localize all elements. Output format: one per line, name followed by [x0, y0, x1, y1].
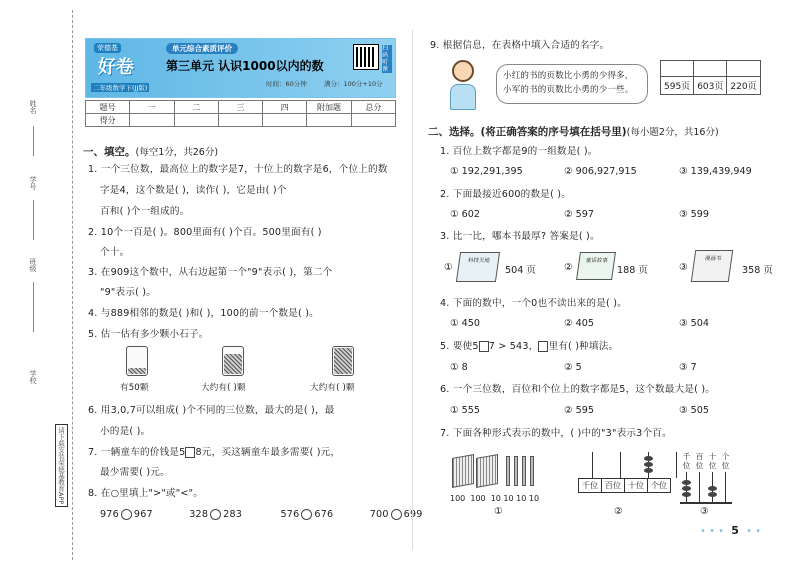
book1-cover-title: 科技天地 [467, 258, 491, 264]
q6-line2: 小的是( )。 [100, 426, 151, 437]
hundred-block-icon [476, 454, 498, 488]
compare-right: 699 [403, 509, 423, 520]
binding-strip [0, 0, 86, 569]
q9-name-input[interactable] [661, 61, 694, 77]
app-badge: 请下载安装荣德基教育APP [55, 424, 68, 507]
compare-circle[interactable] [121, 509, 132, 520]
abacus-sublabel: 位 [708, 461, 717, 470]
s2-q1: 1. 百位上数字都是9的一组数是( )。 [440, 146, 598, 157]
abacus-top-labels [680, 452, 732, 461]
score-input[interactable] [130, 114, 174, 127]
compare-right: 676 [314, 509, 334, 520]
section2-heading: 二、选择。(将正确答案的序号填在括号里) [428, 126, 627, 138]
s2-q5-box[interactable] [479, 341, 489, 352]
book-icon [576, 252, 616, 280]
section2-title [428, 124, 719, 139]
score-cell: 题号 [86, 101, 130, 114]
q5-line: 5. 估一估有多少颗小石子。 [88, 329, 209, 340]
bead-icon [682, 480, 691, 485]
abacus-icon [680, 452, 740, 508]
place-label: 十位 [625, 479, 648, 492]
column-divider [412, 30, 413, 550]
score-input[interactable] [263, 114, 307, 127]
q9-pages-cell: 595页 [661, 77, 694, 95]
s2-q2-opt2[interactable]: ② 597 [564, 209, 594, 220]
bubble-line1: 小红的书的页数比小勇的少得多， [503, 71, 634, 81]
section1-title [83, 144, 218, 159]
banner-label: 单元综合素质评价 [166, 43, 238, 54]
compare-right: 967 [133, 509, 153, 520]
section1-heading: 一、填空。 [83, 146, 136, 158]
compare-circle[interactable] [391, 509, 402, 520]
book-icon [456, 252, 500, 282]
q9-pages-cell: 220页 [727, 77, 760, 95]
score-table-score-row [86, 114, 396, 127]
place-label: 个位 [651, 481, 667, 490]
s2-q4-opt3[interactable]: ③ 504 [679, 318, 709, 329]
s2-q6-opt1[interactable]: ① 555 [450, 405, 480, 416]
s2-q5-box-ref [538, 341, 548, 352]
s2-q5-text-a: 5. 要使5 [440, 341, 479, 352]
cut-line [72, 10, 73, 560]
jar-estimate-1 [222, 346, 244, 376]
compare-left: 576 [280, 509, 300, 520]
score-cell: 附加题 [307, 101, 351, 114]
book2-cover-title: 童话故事 [585, 258, 609, 264]
s2-q6: 6. 一个三位数，百位和个位上的数字都是5，这个数最大是( )。 [440, 384, 716, 395]
s2-q4-opt2[interactable]: ② 405 [564, 318, 594, 329]
bead-icon [708, 486, 717, 491]
compare-item [189, 508, 277, 521]
abacus-label: 百 [695, 452, 704, 461]
base-ten-blocks-icon [452, 452, 552, 492]
section1-note: (每空1分，共26分) [135, 147, 219, 158]
s2-q5 [440, 340, 618, 353]
s2-q2-opt1[interactable]: ① 602 [450, 209, 480, 220]
book-icon [691, 250, 733, 282]
book2-num[interactable]: ② [564, 262, 573, 273]
score-cell: 三 [218, 101, 262, 114]
class-label: 班级 [29, 258, 37, 272]
s2-q5-opt3[interactable]: ③ 7 [679, 362, 697, 373]
abacus-sublabel: 位 [695, 461, 704, 470]
abacus-base [680, 502, 732, 504]
q3-line1: 3. 在909这个数中，从右边起第一个"9"表示( )，第二个 [88, 267, 333, 278]
name-label: 姓名 [29, 100, 37, 114]
score-input[interactable] [218, 114, 262, 127]
s2-q2-opt3[interactable]: ③ 599 [679, 209, 709, 220]
compare-item [100, 508, 186, 521]
abacus-rod [699, 472, 700, 502]
q7-text-b: 8元，买这辆童车最多需要( )元， [195, 447, 341, 458]
q7-fig1-num[interactable]: ① [494, 506, 503, 517]
s2-q1-opt2[interactable]: ② 906,927,915 [564, 166, 637, 177]
score-cell: 二 [174, 101, 218, 114]
header [85, 38, 396, 98]
girl-illustration-icon [446, 58, 480, 112]
place-labels [578, 478, 671, 493]
s2-q4: 4. 下面的数中，一个0也不读出来的是( )。 [440, 298, 627, 309]
score-total-label: 满分：100分+10分 [324, 80, 383, 88]
compare-item [370, 508, 440, 521]
time-label: 时间：60分钟 [266, 80, 307, 88]
bead-icon [644, 468, 653, 473]
q8-line: 8. 在○里填上">"或"<"。 [88, 488, 204, 499]
s2-q2: 2. 下面最接近600的数是( )。 [440, 189, 571, 200]
bead-icon [644, 462, 653, 467]
q3-line2: "9"表示( )。 [100, 287, 157, 298]
compare-left: 700 [369, 509, 389, 520]
bead-icon [682, 492, 691, 497]
dots-decoration-icon: • • • [700, 526, 725, 537]
grade-label: 二年级数学下(JJ版) [93, 84, 148, 92]
bubble-line2: 小军的书的页数比小勇的少一些。 [503, 85, 634, 95]
ten-rod-icon [506, 456, 510, 486]
score-cell: 一 [130, 101, 174, 114]
qr-code-icon [354, 45, 378, 69]
q9-text: 9. 根据信息，在表格中填入合适的名字。 [430, 40, 610, 51]
compare-right: 283 [223, 509, 243, 520]
s2-q1-opt1[interactable]: ① 192,291,395 [450, 166, 523, 177]
s2-q5-opt1[interactable]: ① 8 [450, 362, 468, 373]
q7-line2: 最少需要( )元。 [100, 467, 170, 478]
jar2-label: 大约有( )颗 [201, 383, 246, 393]
s2-q4-opt1[interactable]: ① 450 [450, 318, 480, 329]
place-value-chart [578, 464, 690, 490]
s2-q3: 3. 比一比，哪本书最厚? 答案是( )。 [440, 231, 600, 242]
q1-line1: 1. 一个三位数，最高位上的数字是7，十位上的数字是6，个位上的数 [88, 164, 388, 175]
q9-name-row [661, 61, 761, 77]
stones-icon [334, 348, 352, 374]
dots-decoration-icon: • • [746, 526, 762, 537]
stones-icon [128, 368, 146, 374]
score-input[interactable] [351, 114, 395, 127]
book3-num[interactable]: ③ [679, 262, 688, 273]
section2-note: (每小题2分，共16分) [626, 127, 719, 138]
abacus-label: 个 [721, 452, 730, 461]
abacus-sublabel: 位 [682, 461, 691, 470]
id-label: 学号 [29, 176, 37, 190]
compare-left: 328 [189, 509, 209, 520]
q7-text-a: 7. 一辆童车的价钱是5 [88, 447, 186, 458]
place-label: 百位 [602, 479, 625, 492]
ten-rod-icon [514, 456, 518, 486]
abacus-label: 千 [682, 452, 691, 461]
compare-circle[interactable] [301, 509, 312, 520]
q9-pages-cell: 603页 [694, 77, 727, 95]
q9-table [660, 60, 761, 95]
hundred-block-icon [452, 454, 474, 488]
q2-line1: 2. 10个一百是( )。800里面有( )个百。500里面有( ) [88, 227, 322, 238]
qr-label: 扫码听课 [382, 45, 392, 73]
score-cell: 总分 [351, 101, 395, 114]
book1-pages: 504 页 [505, 265, 536, 276]
compare-item [281, 508, 367, 521]
q7-fig3-num[interactable]: ③ [700, 506, 709, 517]
q9-pages-row [661, 77, 761, 95]
bead-icon [708, 492, 717, 497]
class-line [33, 282, 34, 332]
s2-q6-opt3[interactable]: ③ 505 [679, 405, 709, 416]
q9-name-input[interactable] [694, 61, 727, 77]
q2-line2: 个十。 [100, 247, 130, 258]
score-input[interactable] [174, 114, 218, 127]
q7-digit-box[interactable] [185, 447, 195, 458]
bead-icon [682, 486, 691, 491]
compare-circle[interactable] [210, 509, 221, 520]
score-cell: 得分 [86, 114, 130, 127]
s2-q5-text-c: 里有( )种填法。 [548, 341, 619, 352]
jar3-label: 大约有( )颗 [310, 383, 355, 393]
jar1-label: 有50颗 [120, 383, 149, 393]
girl-body-icon [450, 84, 476, 110]
score-cell: 四 [263, 101, 307, 114]
abacus-label: 十 [708, 452, 717, 461]
jar-50 [126, 346, 148, 376]
s2-q1-opt3[interactable]: ③ 139,439,949 [679, 166, 752, 177]
abacus-rod [725, 472, 726, 502]
blocks-label: 100 100 10 10 10 10 [450, 494, 540, 503]
compare-left: 976 [100, 509, 119, 520]
abacus-sub-labels [680, 461, 732, 470]
book3-cover-title: 漫画书 [704, 256, 722, 262]
book2-pages: 188 页 [617, 265, 648, 276]
stones-icon [224, 354, 242, 374]
book3-pages: 358 页 [742, 265, 773, 276]
book1-num[interactable]: ① [444, 262, 453, 273]
q9-name-input[interactable] [727, 61, 760, 77]
girl-head-icon [452, 60, 474, 82]
q7-fig2-num[interactable]: ② [614, 506, 623, 517]
name-line [33, 126, 34, 156]
chart-rod [592, 452, 593, 478]
score-table-header-row [86, 101, 396, 114]
score-table [85, 100, 396, 127]
ten-rod-icon [530, 456, 534, 486]
unit-title: 第三单元 认识1000以内的数 [166, 59, 324, 73]
compare-row [100, 508, 440, 521]
logo: 好卷 [98, 57, 134, 78]
ten-rod-icon [522, 456, 526, 486]
page-footer [700, 524, 761, 537]
s2-q5-text-b: 7 > 543， [488, 341, 539, 352]
page-number: 5 [731, 524, 739, 537]
score-input[interactable] [307, 114, 351, 127]
school-label: 学校 [29, 370, 37, 384]
q1-line3: 百和( )个一组成的。 [100, 206, 190, 217]
q6-line1: 6. 用3,0,7可以组成( )个不同的三位数，最大的是( )，最 [88, 405, 335, 416]
abacus-sublabel: 位 [721, 461, 730, 470]
brand-label: 荣德基 [94, 43, 121, 53]
q7-line1 [88, 446, 340, 459]
s2-q7: 7. 下面各种形式表示的数中，( )中的"3"表示3个百。 [440, 428, 672, 439]
s2-q6-opt2[interactable]: ② 595 [564, 405, 594, 416]
place-label: 千位 [579, 479, 602, 492]
jar-estimate-2 [332, 346, 354, 376]
chart-rod [676, 452, 677, 478]
chart-rod [620, 452, 621, 478]
bead-icon [644, 456, 653, 461]
q4-line: 4. 与889相邻的数是( )和( )，100的前一个数是( )。 [88, 308, 319, 319]
q1-line2: 字是4，这个数是( )，读作( )，它是由( )个 [100, 185, 287, 196]
id-line [33, 200, 34, 240]
s2-q5-opt2[interactable]: ② 5 [564, 362, 582, 373]
speech-bubble [496, 64, 648, 104]
